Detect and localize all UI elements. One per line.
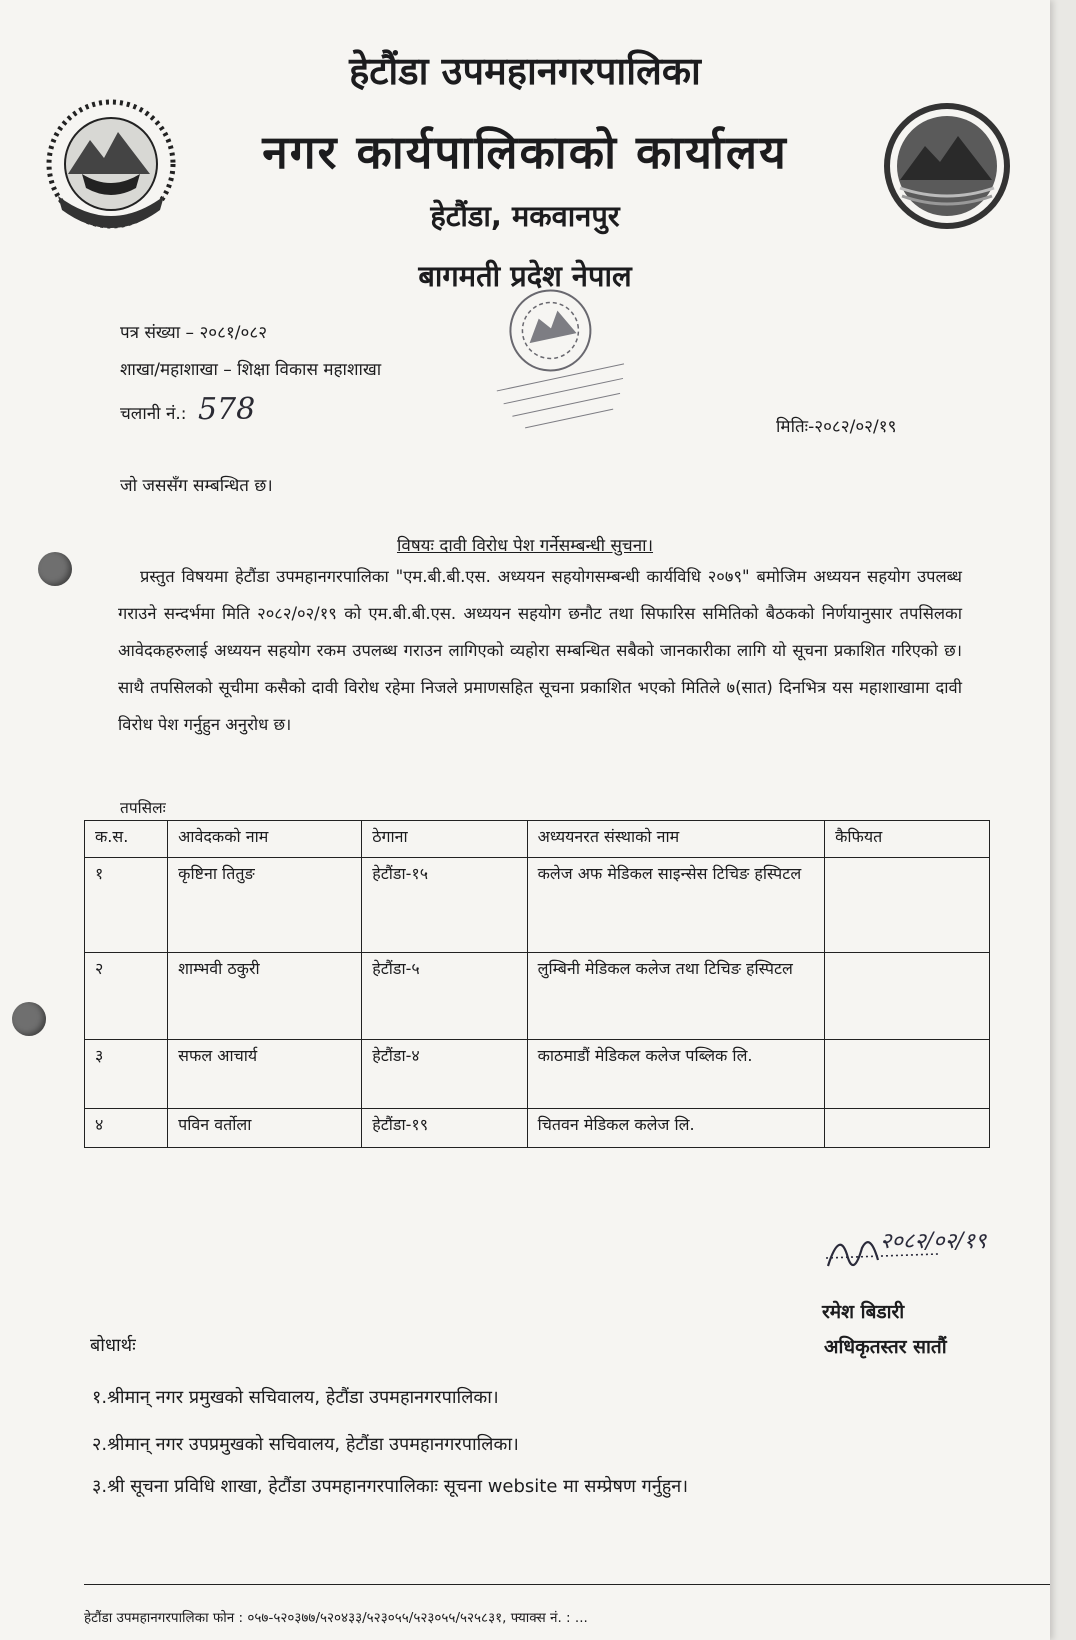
cc-item: ३.श्री सूचना प्रविधि शाखा, हेटौंडा उपमहानगरपालिकाः सूचना website मा सम्प्रेषण गर्नुहुन। [92,1476,689,1497]
dispatch-label: चलानी नं.: [120,404,187,424]
signature-date: २०८२/०२/१९ [880,1229,987,1254]
cell-name: पविन वर्तोला [168,1109,362,1148]
cell-remarks [825,1109,990,1148]
col-name: आवेदकको नाम [168,821,362,858]
subject-line: विषयः दावी विरोध पेश गर्नेसम्बन्धी सुचना। [396,536,654,556]
signature-icon [818,1218,1018,1278]
table-header-row [85,821,990,858]
footer-contact: हेटौंडा उपमहानगरपालिका फोन : ०५७-५२०३७७/५२०४३३/५२३०५५/५२३०५५/५२५८३१, फ्याक्स नं. : ... [84,1610,588,1626]
cc-item: १.श्रीमान् नगर प्रमुखको सचिवालय, हेटौंडा उपमहानगरपालिका। [92,1387,499,1408]
table-row [85,953,990,1040]
cc-item: २.श्रीमान् नगर उपप्रमुखको सचिवालय, हेटौंडा उपमहानगरपालिका। [92,1434,519,1455]
office-name: नगर कार्यपालिकाको कार्यालय [262,125,788,179]
cell-address: हेटौंडा-४ [362,1040,527,1109]
cell-institution: काठमाडौं मेडिकल कलेज पब्लिक लि. [527,1040,824,1109]
punch-hole [38,552,72,586]
table-caption: तपसिलः [120,799,166,817]
municipality-name: हेटौंडा उपमहानगरपालिका [349,49,701,93]
cell-name: शाम्भवी ठकुरी [168,953,362,1040]
cell-sn: २ [85,953,168,1040]
cell-institution: कलेज अफ मेडिकल साइन्सेस टिचिङ हस्पिटल [527,858,824,953]
branch-name: शाखा/महाशाखा – शिक्षा विकास महाशाखा [120,360,382,380]
letter-date: मितिः-२०८२/०२/१९ [776,417,897,437]
cell-sn: ३ [85,1040,168,1109]
dispatch-row [120,392,255,427]
footer-divider [84,1584,1050,1585]
office-address: हेटौंडा, मकवानपुर [430,199,620,233]
cc-label: बोधार्थः [90,1335,136,1356]
punch-hole [12,1002,46,1036]
table-row [85,858,990,953]
cell-institution: लुम्बिनी मेडिकल कलेज तथा टिचिङ हस्पिटल [527,953,824,1040]
col-sn: क.स. [85,821,168,858]
cell-address: हेटौंडा-१५ [362,858,527,953]
col-remarks: कैफियत [825,821,990,858]
office-stamp-icon [470,270,640,435]
signatory-name: रमेश बिडारी [822,1301,905,1323]
province-name: बागमती प्रदेश नेपाल [418,259,632,293]
table-row [85,1109,990,1148]
notice-body: प्रस्तुत विषयमा हेटौंडा उपमहानगरपालिका "एम.बी.बी.एस. अध्ययन सहयोगसम्बन्धी कार्यविधि २०७९" बमोजिम अध्ययन सहयोग उपलब्ध गराउने सन्दर्भमा मिति २०८२/०२/१९ को एम.बी.बी.एस. अध्ययन सहयोग छनौट तथा सिफारिस समितिको बैठकको निर्णयानुसार तपसिलका आवेदकहरुलाई अध्ययन सहयोग रकम उपलब्ध गराउन लागिएको व्यहोरा सम्बन्धित सबैको जानकारीका लागि यो सूचना प्रकाशित गरिएको छ। साथै तपसिलको सूचीमा कसैको दावी विरोध रहेमा निजले प्रमाणसहित सूचना प्रकाशित भएको मितिले ७(सात) दिनभित्र यस महाशाखामा दावी विरोध पेश गर्नुहुन अनुरोध छ। [118,567,962,734]
cell-remarks [825,1040,990,1109]
table-row [85,1040,990,1109]
salutation: जो जससँग सम्बन्धित छ। [120,476,273,496]
signatory-title: अधिकृतस्तर सातौं [824,1336,947,1358]
cell-name: सफल आचार्य [168,1040,362,1109]
cell-name: कृष्टिना तितुङ [168,858,362,953]
letter-number: पत्र संख्या – २०८१/०८२ [120,323,268,343]
cell-remarks [825,953,990,1040]
cell-institution: चितवन मेडिकल कलेज लि. [527,1109,824,1148]
col-institution: अध्ययनरत संस्थाको नाम [527,821,824,858]
cell-address: हेटौंडा-१९ [362,1109,527,1148]
applicant-table [84,820,990,1148]
cell-remarks [825,858,990,953]
cell-sn: १ [85,858,168,953]
cell-address: हेटौंडा-५ [362,953,527,1040]
dispatch-number: 578 [197,392,256,427]
cell-sn: ४ [85,1109,168,1148]
col-address: ठेगाना [362,821,527,858]
